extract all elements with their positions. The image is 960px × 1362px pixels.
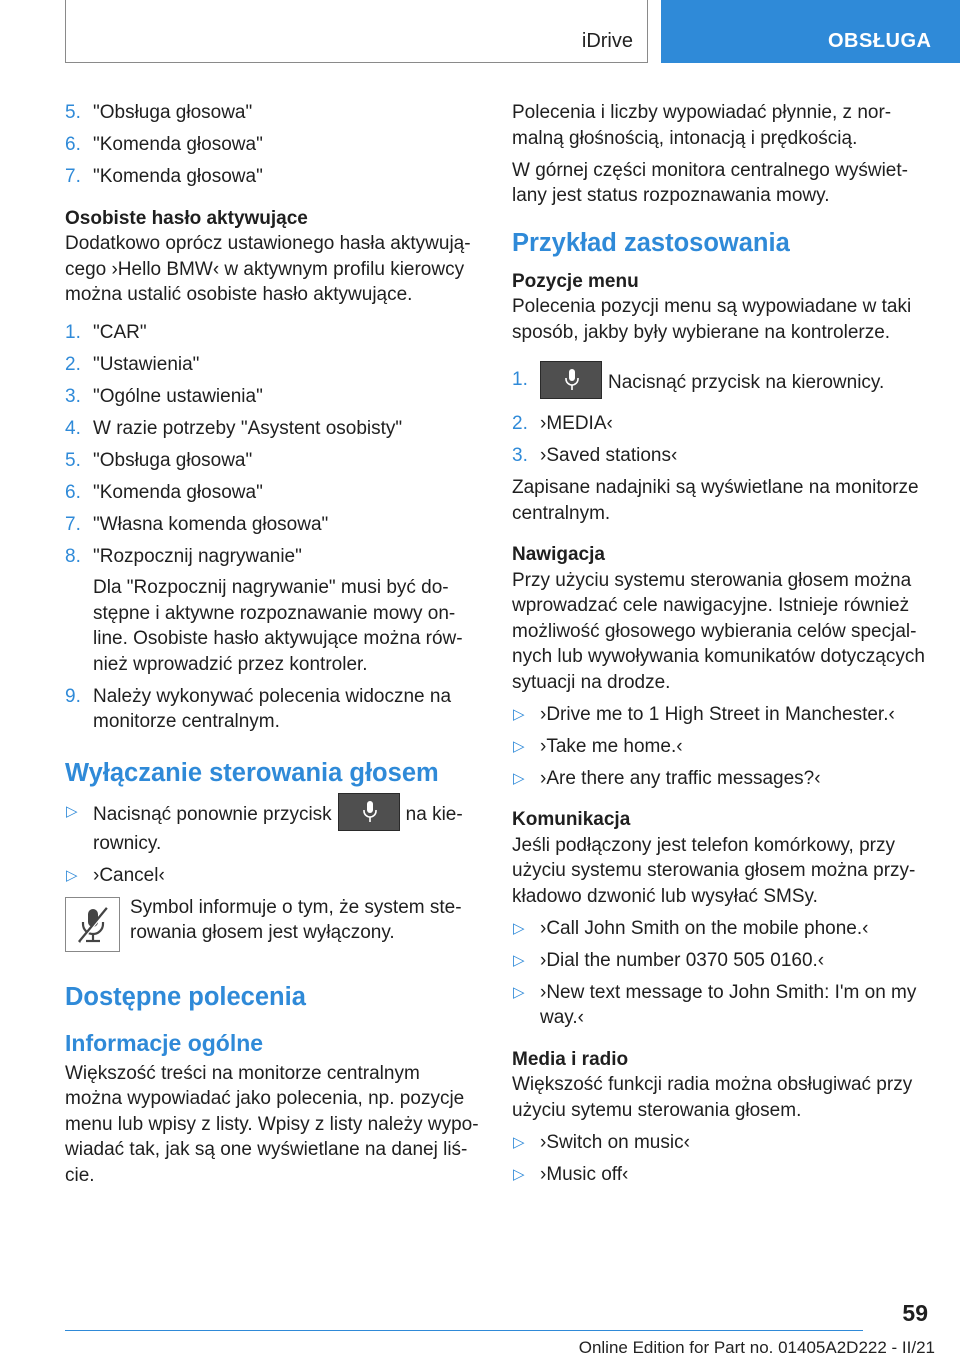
microphone-off-icon <box>65 897 120 952</box>
list-item: 3. "Ogólne ustawienia" <box>65 385 263 407</box>
media-list <box>512 1130 932 1188</box>
microphone-icon <box>540 361 602 399</box>
list-item: ▷ ›Take me home.‹ <box>512 734 932 760</box>
list-item: ▷ ›Dial the number 0370 505 0160.‹ <box>512 948 932 974</box>
comm-list <box>512 916 932 1031</box>
list-item: 6. "Komenda głosowa" <box>65 134 263 155</box>
triangle-bullet-icon: ▷ <box>513 1133 525 1151</box>
header-box <box>65 0 648 63</box>
triangle-bullet-icon: ▷ <box>66 866 78 884</box>
list-item: 8. "Rozpocznij nagrywanie" Dla "Rozpocznij nagrywanie" musi być do‐stępne i aktywne rozpoznawanie mowy on‐line. Osobiste hasło aktywujące można rów‐nież wprowadzić przez kontroler. <box>65 544 480 678</box>
header-section: iDrive <box>581 30 633 52</box>
list-item: 5. "Obsługa głosowa" <box>65 102 253 123</box>
section-heading-voice-off: Wyłączanie sterowania głosem <box>65 758 439 787</box>
list-item: 4. W razie potrzeby "Asystent osobisty" <box>65 417 403 439</box>
list-item: 1. "CAR" <box>65 321 147 343</box>
mic-off-symbol-row <box>65 895 480 953</box>
list-item: 6. "Komenda głosowa" <box>65 481 263 503</box>
list-item: ▷ ›Music off‹ <box>512 1162 932 1188</box>
media-text: Większość funkcji radia można obsługiwać przy użyciu sytemu sterowania głosem. <box>512 1074 913 1121</box>
triangle-bullet-icon: ▷ <box>513 769 525 787</box>
steps-list <box>65 320 480 735</box>
list-item: ▷ Nacisnąć ponownie przycisk na kie‐rownicy. <box>65 799 480 857</box>
list-item: ▷ ›Switch on music‹ <box>512 1130 932 1156</box>
list-item: 7. "Komenda głosowa" <box>65 166 263 187</box>
mic-off-text: Symbol informuje o tym, że system ste‐rowania głosem jest wyłączony. <box>130 896 462 943</box>
list-item: ▷ ›Call John Smith on the mobile phone.‹ <box>512 916 932 942</box>
list-item: 5. "Obsługa głosowa" <box>65 449 253 471</box>
triangle-bullet-icon: ▷ <box>66 802 78 820</box>
list-item: ▷ ›Cancel‹ <box>65 863 480 889</box>
triangle-bullet-icon: ▷ <box>513 919 525 937</box>
personal-heading: Osobiste hasło aktywujące <box>65 207 308 229</box>
menu-text: Polecenia pozycji menu są wypowiadane w taki sposób, jakby były wybierane na kontrolerze. <box>512 296 912 343</box>
section-heading-example: Przykład zastosowania <box>512 228 790 257</box>
list-item: 9. Należy wykonywać polecenia widoczne na monitorze centralnym. <box>65 685 452 732</box>
microphone-icon <box>338 793 400 831</box>
comm-text: Jeśli podłączony jest telefon komórkowy, przy użyciu systemu sterowania głosem można przy‐kładowo dzwonić lub wysyłać SMSy. <box>512 834 916 907</box>
top-list <box>65 100 480 190</box>
header-tab <box>661 0 960 63</box>
subsection-heading-general: Informacje ogólne <box>65 1029 264 1056</box>
list-item: 2. ›MEDIA‹ <box>512 413 613 434</box>
list-item: 3. ›Saved stations‹ <box>512 445 678 466</box>
left-column <box>65 100 480 1195</box>
list-item: ▷ ›New text message to John Smith: I'm on my way.‹ <box>513 981 917 1028</box>
nav-heading: Nawigacja <box>512 544 605 565</box>
triangle-bullet-icon: ▷ <box>513 705 525 723</box>
menu-heading: Pozycje menu <box>512 270 639 292</box>
triangle-bullet-icon: ▷ <box>513 1165 525 1183</box>
list-item: 1. Nacisnąć przycisk na kierownicy. <box>512 367 932 399</box>
menu-after-text: Zapisane nadajniki są wyświetlane na monitorze centralnym. <box>512 477 919 524</box>
list-item-note: Dla "Rozpocznij nagrywanie" musi być do‐stępne i aktywne rozpoznawanie mowy on‐line. Osobiste hasło aktywujące można rów‐nież wprowadzić przez kontroler. <box>93 577 463 675</box>
comm-heading: Komunikacja <box>512 809 631 830</box>
triangle-bullet-icon: ▷ <box>513 737 525 755</box>
nav-text: Przy użyciu systemu sterowania głosem można wprowadzać cele nawigacyjne. Istnieje również możliwość głosowego wybierania celów specjal‐nych lub wywoływania komunikatów dotyczących sytuacji na drodze. <box>512 569 925 693</box>
intro-text-2: W górnej części monitora centralnego wyświet‐lany jest status rozpoznawania mowy. <box>512 159 908 206</box>
media-heading: Media i radio <box>512 1048 629 1070</box>
nav-list <box>512 702 932 792</box>
list-item: ▷ ›Are there any traffic messages?‹ <box>512 766 932 792</box>
footer-edition: Online Edition for Part no. 01405A2D222 - II/21 <box>578 1338 935 1357</box>
personal-text: Dodatkowo oprócz ustawionego hasła aktywują‐cego ›Hello BMW‹ w aktywnym profilu kierowcy można ustalić osobiste hasło aktywujące. <box>65 233 471 305</box>
general-text: Większość treści na monitorze centralnym można wypowiadać jako polecenia, np. pozycje menu lub wpisy z listy. Wpisy z listy należy wypo‐wiadać tak, jak są one wyświetlane na danej liś‐cie. <box>65 1062 479 1186</box>
right-column <box>512 100 932 1194</box>
menu-steps-list <box>512 367 932 469</box>
header-tab-label: OBSŁUGA <box>828 30 932 52</box>
footer-rule <box>65 1330 863 1331</box>
triangle-bullet-icon: ▷ <box>513 951 525 969</box>
voice-off-list <box>65 799 480 889</box>
page-number: 59 <box>902 1300 928 1326</box>
list-item: ▷ ›Drive me to 1 High Street in Manchester.‹ <box>512 702 932 728</box>
list-item: 7. "Własna komenda głosowa" <box>65 513 329 535</box>
section-heading-commands: Dostępne polecenia <box>65 982 306 1011</box>
intro-text-1: Polecenia i liczby wypowiadać płynnie, z nor‐malną głośnością, intonacją i prędkością. <box>512 102 892 149</box>
list-item: 2. "Ustawienia" <box>65 353 200 375</box>
triangle-bullet-icon: ▷ <box>513 983 525 1001</box>
